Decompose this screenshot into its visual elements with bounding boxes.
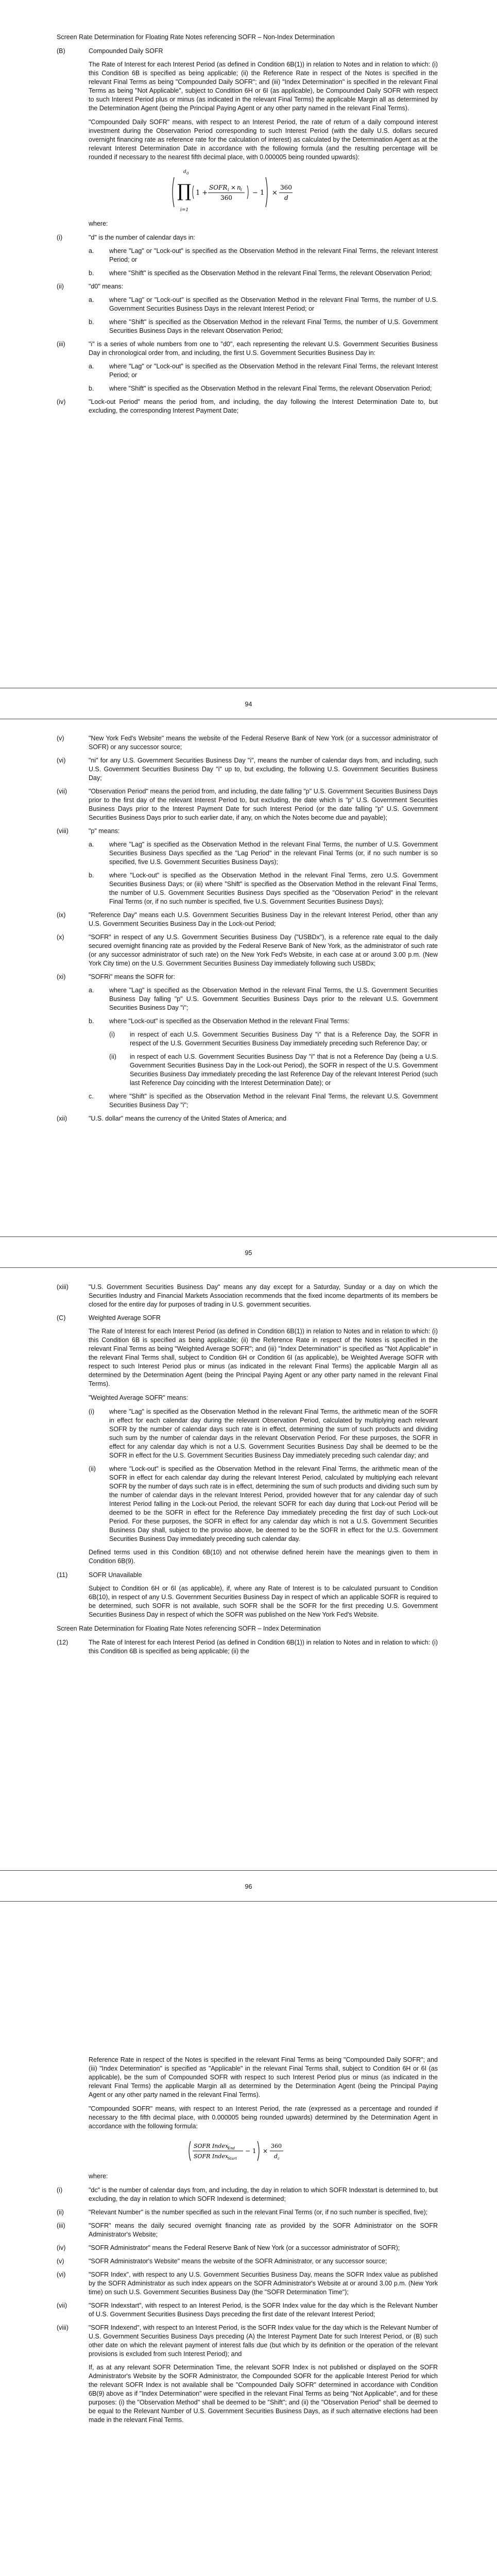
svg-text:×: × bbox=[272, 189, 278, 197]
paragraph: If, as at any relevant SOFR Determination Time, the relevant SOFR Index is not published or displayed on the SOFR Administrator's Website by the SOFR Administrator, the Compounded SOFR for the applicable Interest Period for which the relevant SOFR Index is not available shall be "Compounded Daily SOFR" determined in accordance with Condition 6B(9) above as if "Index Determination" were specified in the relevant Final Terms as being "Not Applicable", and for these purposes: (i) the "Observation Method" shall be deemed to be "Shift"; and (ii) the "Observation Period" shall be deemed to be equal to the Relevant Number of U.S. Government Securities Business Days, as if such alternative elections had been made in the relevant Final Terms. bbox=[89, 2364, 438, 2424]
definition-subitem: c. where "Shift" is specified as the Observation Method in the relevant Final Terms, the relevant U.S. Government Securities Business Day "i"; bbox=[89, 1093, 438, 1109]
definition-subitem: a. where "Lag" or "Lock-out" is specified as the Observation Method in the relevant Final Terms, the relevant Interest Period; or bbox=[89, 363, 438, 379]
definition-item: (x) "SOFR" in respect of any U.S. Government Securities Business Day ("USBDx"), is a reference rate equal to the daily secured overnight financing rate as provided by the Federal Reserve Bank of New York, as the administrator of such rate (or any successor administrator of such rate) on the New York Fed's Website, in each case at or around 3.00 p.m. (New York City time) on the U.S. Government Securities Business Day immediately following such USBDx; bbox=[57, 934, 438, 967]
compounded-daily-sofr-formula bbox=[57, 168, 438, 212]
definition-subitem: a. where "Lag" or "Lock-out" is specified as the Observation Method in the relevant Final Terms, the relevant Interest Period; or bbox=[89, 247, 438, 263]
svg-text:360: 360 bbox=[220, 194, 232, 201]
svg-text:c: c bbox=[278, 2157, 280, 2161]
section-12: (12) The Rate of Interest for each Interest Period (as defined in Condition 6B(1)) in relation to Notes and in relation to which: (i) this Condition 6B is specified as being applicable; (ii) the bbox=[57, 1639, 438, 1655]
definition-item: (ii) where "Lock-out" is specified as the Observation Method in the relevant Final Terms, the arithmetic mean of the SOFR in effect for each calendar day during the relevant Interest Period, calculated by multiplying each relevant SOFR by the number of days such rate is in effect, determining the sum of such products and dividing such sum by the number of calendar days in the relevant Interest Period, provided however that for any calendar day of such Interest Period falling in the Lock-out Period, the relevant SOFR for each day during that Lock-out Period will be deemed to be the SOFR in effect for the Reference Day immediately preceding the first day of such Lock-out Period. For these purposes, the SOFR in effect for any calendar day which is not a U.S. Government Securities Business Day shall, subject to the proviso above, be deemed to be the SOFR in effect for the U.S. Government Securities Business Day immediately preceding such calendar day. bbox=[89, 1465, 438, 1543]
definition-item: (vii) "Observation Period" means the period from, and including, the date falling "p" U.S. Government Securities Business Days prior to the first day of the relevant Interest Period to, but excluding, the date which is "p" U.S. Government Securities Business Days prior to the Interest Payment Date for such Interest Period (or the date falling "p" U.S. Government Securities Business Days prior to such earlier date, if any, on which the Notes become due and payable); bbox=[57, 788, 438, 821]
svg-text:i=1: i=1 bbox=[180, 208, 189, 212]
svg-text:d: d bbox=[274, 2153, 278, 2160]
definition-item: (i) "d" is the number of calendar days in: bbox=[57, 234, 195, 241]
definition-item: (viii) "p" means: bbox=[57, 827, 120, 835]
paragraph: "Weighted Average SOFR" means: bbox=[89, 1394, 188, 1401]
definition-subitem: b. where "Shift" is specified as the Observation Method in the relevant Final Terms, the relevant Observation Period; bbox=[89, 385, 432, 392]
svg-text:SOFR Index: SOFR Index bbox=[194, 2153, 229, 2160]
definition-item: (ii) "Relevant Number" is the number specified as such in the relevant Final Terms (or, if no such number is specified, five); bbox=[57, 2209, 428, 2216]
definition-item: (i) where "Lag" is specified as the Observation Method in the relevant Final Terms, the arithmetic mean of the SOFR in effect for each calendar day during the relevant Observation Period, calculated by multiplying each relevant SOFR by the number of calendar days such rate is in effect, determining the sum of such products and dividing such sum by the number of calendar days in the relevant Observation Period. For these purposes, the SOFR in effect for any calendar day which is not a U.S. Government Securities Business Day shall be deemed to be the SOFR in effect for the U.S. Government Securities Business Day immediately preceding such calendar day; and bbox=[89, 1408, 438, 1459]
subsection-title: Weighted Average SOFR bbox=[89, 1314, 161, 1321]
svg-text:SOFR Index: SOFR Index bbox=[194, 2143, 229, 2149]
svg-text:SOFR: SOFR bbox=[209, 184, 228, 191]
page-96-content bbox=[57, 1283, 438, 1660]
svg-text:− 1: − 1 bbox=[245, 2147, 256, 2155]
section-header: Screen Rate Determination for Floating Rate Notes referencing SOFR – Non-Index Determination bbox=[57, 33, 335, 41]
compounded-sofr-formula bbox=[57, 2137, 438, 2165]
page-number: 95 bbox=[245, 1249, 252, 1257]
page-97-content: Reference Rate in respect of the Notes is specified in the relevant Final Terms as being "Compounded Daily SOFR"; and (iii) "Index Determination" is specified as "Applicable" in the relevant Final Terms shall, subject to Condition 6H or 6I (as applicable), be the sum of Compounded SOFR with respect to such Interest Period plus or minus (as indicated in the relevant Final Terms) the applicable Margin all as determined by the Determination Agent (being the Principal Paying Agent or any other party named in the relevant Final Terms). "Compounded SOFR" means, with respect to an Interest Period, the rate (expressed as a percentage and rounded if necessary to the fifth decimal place, with 0.000005 being rounded upwards) determined by the Determination Agent in accordance with the following formula: SOFR Index End SOFR Index Start − 1 × 360 d c where: (i) "dc" is the number of calendar days from, and including, the day in relation to which SOFR Indexstart is determined to, but excluding, the day in relation to which SOFR Indexend is determined; (ii) "Relevant Number" is the number specified as such in the relevant Final Terms (or, if no such number is specified, five); (iii) "SOFR" means the daily secured overnight financing rate as provided by the SOFR Administrator on the SOFR Administrator's Website; (iv) "SOFR Administrator" means the Federal Reserve Bank of New York (or a successor administrator of SOFR); (v) "SOFR Administrator's Website" means the website of the SOFR Administrator, or any successor source; (vi) "SOFR Index", with respect to any U.S. Government Securities Business Day, means the SOFR Index value as published by the SOFR Administrator as such index appears on the SOFR Administrator's Website at or around 3.00 p.m. (New York time) on such U.S. Government Securities Business Day (the "SOFR Determination Time"); (vii) "SOFR Indexstart", with respect to an Interest Period, is the SOFR Index value for the day which is the Relevant Number of U.S. Government Securities Business Days preceding the first date of the relevant Interest Period; (viii) "SOFR Indexend", with respect to an Interest Period, is the SOFR Index value for the day which is the Relevant Number of U.S. Government Securities Business Days preceding (A) the Interest Payment Date for such Interest Period, or (B) such other date on which the relevant payment of interest falls due (but which by its definition or the operation of the relevant provisions is excluded from such Interest Period); and If, as at any relevant SOFR Determination Time, the relevant SOFR Index is not published or displayed on the SOFR Administrator's Website by the SOFR Administrator, the Compounded SOFR for the applicable Interest Period for which the relevant SOFR Index is not available shall be "Compounded Daily SOFR" determined in accordance with Condition 6B(9) above as if "Index Determination" were specified in the relevant Final Terms as being "Not Applicable", and for these purposes: (i) the "Observation Method" shall be deemed to be "Shift"; and (ii) the "Observation Period" shall be deemed to be equal to the Relevant Number of U.S. Government Securities Business Days, as if such alternative elections had been made in the relevant Final Terms. bbox=[57, 2056, 438, 2424]
formula-graphic bbox=[170, 168, 324, 212]
subsection-b: (B) Compounded Daily SOFR bbox=[57, 47, 438, 56]
svg-text:×: × bbox=[231, 184, 236, 191]
page-divider bbox=[0, 1901, 497, 1902]
definition-item: (viii) "SOFR Indexend", with respect to an Interest Period, is the SOFR Index value for the day which is the Relevant Number of U.S. Government Securities Business Days preceding (A) the Interest Payment Date for such Interest Period, or (B) such other date on which the relevant payment of interest falls due (but which by its definition or the operation of the relevant provisions is excluded from such Interest Period); and bbox=[57, 2324, 438, 2358]
svg-text:0: 0 bbox=[186, 172, 189, 176]
definition-subitem: a. where "Lag" is specified as the Observation Method in the relevant Final Terms, the number of U.S. Government Securities Business Days specified as the "Lag Period" in the relevant Final Terms (or, if no such number is so specified, five U.S. Government Securities Business Days); bbox=[89, 841, 438, 866]
definition-item: (ix) "Reference Day" means each U.S. Government Securities Business Day in the relevant Interest Period, other than any U.S. Government Securities Business Day in the Lock-out Period; bbox=[57, 911, 438, 927]
svg-text:∏: ∏ bbox=[177, 181, 192, 201]
definition-item: (vii) "SOFR Indexstart", with respect to an Interest Period, is the SOFR Index value for the day which is the Relevant Number of U.S. Government Securities Business Days preceding the first date of the relevant Interest Period; bbox=[57, 2302, 438, 2318]
paragraph: Defined terms used in this Condition 6B(10) and not otherwise defined herein have the meanings given to them in Condition 6B(9). bbox=[89, 1549, 438, 1565]
definition-item: (i) "dc" is the number of calendar days from, and including, the day in relation to which SOFR Indexstart is determined to, but excluding, the day in relation to which SOFR Indexend is determined; bbox=[57, 2187, 438, 2202]
svg-text:n: n bbox=[237, 184, 241, 191]
section-heading: Screen Rate Determination for Floating Rate Notes referencing SOFR – Index Determination bbox=[57, 1625, 321, 1632]
paragraph: "Compounded SOFR" means, with respect to an Interest Period, the rate (expressed as a percentage and rounded if necessary to the fifth decimal place, with 0.000005 being rounded upwards) determined by the Determination Agent in accordance with the following formula: bbox=[89, 2105, 438, 2130]
definition-item: (xi) "SOFRi" means the SOFR for: bbox=[57, 973, 175, 980]
definition-item: (xii) "U.S. dollar" means the currency of the United States of America; and bbox=[57, 1115, 287, 1122]
definition-item: (vi) "ni" for any U.S. Government Securities Business Day "i", means the number of calendar days from, and including, such U.S. Government Securities Business Day "i" up to, but excluding, the following U.S. Government Securities Business Day; bbox=[57, 757, 438, 782]
definition-subitem: b. where "Lock-out" is specified as the Observation Method in the relevant Final Terms, zero U.S. Government Securities Business Days; or (iii) where "Shift" is specified as the Observation Method in the relevant Final Terms, the number of U.S. Government Securities Business Days specified as the "Observation Period" in the relevant Final Terms (or, if no such number is specified, five U.S. Government Securities Business Days); bbox=[89, 872, 438, 905]
svg-text:Start: Start bbox=[228, 2157, 237, 2161]
definition-subitem: a. where "Lag" is specified as the Observation Method in the relevant Final Terms, the U.S. Government Securities Business Day falling "p" U.S. Government Securities Business Days prior to the relevant U.S. Government Securities Business Day "i"; bbox=[89, 987, 438, 1011]
definition-item: (v) "New York Fed's Website" means the website of the Federal Reserve Bank of New York (or a successor administrator of SOFR) or any successor source; bbox=[57, 735, 438, 751]
section-11: (11) SOFR Unavailable bbox=[57, 1571, 438, 1580]
definition-item: (iv) "Lock-out Period" means the period from, and including, the day following the Interest Determination Date to, but excluding, the corresponding Interest Payment Date; bbox=[57, 398, 438, 414]
page-number: 96 bbox=[245, 1883, 252, 1890]
subsection-title: Compounded Daily SOFR bbox=[89, 47, 163, 55]
svg-text:− 1: − 1 bbox=[252, 189, 265, 197]
page-divider bbox=[0, 1870, 497, 1871]
page-divider bbox=[0, 1236, 497, 1237]
section-title: SOFR Unavailable bbox=[89, 1571, 142, 1579]
svg-text:d: d bbox=[183, 170, 186, 175]
paragraph: Reference Rate in respect of the Notes is specified in the relevant Final Terms as being "Compounded Daily SOFR"; and (iii) "Index Determination" is specified as "Applicable" in the relevant Final Terms shall, subject to Condition 6H or 6I (as applicable), be the sum of Compounded SOFR with respect to such Interest Period plus or minus (as indicated in the relevant Final Terms) the applicable Margin all as determined by the Determination Agent (being the Principal Paying Agent or any other party named in the relevant Final Terms). bbox=[89, 2056, 438, 2098]
svg-text:i: i bbox=[241, 188, 242, 192]
paragraph: "Compounded Daily SOFR" means, with respect to an Interest Period, the rate of return of a daily compound interest investment during the Observation Period corresponding to such Interest Period (with the daily U.S. dollars secured overnight financing rate as reference rate for the calculation of interest) as calculated by the Determination Agent as at the relevant Interest Determination Date in accordance with the following formula (and the resulting percentage will be rounded if necessary to the nearest fifth decimal place, with 0.000005 being rounded upwards): bbox=[89, 118, 438, 161]
svg-text:d: d bbox=[284, 194, 288, 201]
definition-item: (ii) "d0" means: bbox=[57, 283, 124, 290]
svg-text:360: 360 bbox=[271, 2143, 282, 2149]
page-95-content bbox=[57, 734, 438, 1128]
definition-subitem: b. where "Shift" is specified as the Observation Method in the relevant Final Terms, the relevant Observation Period; bbox=[89, 269, 432, 277]
page-94-content: Screen Rate Determination for Floating Rate Notes referencing SOFR – Non-Index Determination (B) Compounded Daily SOFR The Rate of Interest for each Interest Period (as defined in Condition 6B(1)) in relation to Notes and in relation to which: (i) this Condition 6B is specified as being applicable; (ii) the Reference Rate in respect of the Notes is specified in the relevant Final Terms as being "Compounded Daily SOFR"; and (iii) "Index Determination" is specified in the relevant Final Terms as being "Not Applicable", subject to Condition 6H or 6I (as applicable), be Compounded Daily SOFR with respect to such Interest Period plus or minus (as indicated in the relevant Final Terms) the applicable Margin all as determined by the Determination Agent (being the Principal Paying Agent or any other party named in the relevant Final Terms). "Compounded Daily SOFR" means, with respect to an Interest Period, the rate of return of a daily compound interest investment during the Observation Period corresponding to such Interest Period (with the daily U.S. dollars secured overnight financing rate as reference rate for the calculation of interest) as calculated by the Determination Agent as at the relevant Interest Determination Date in accordance with the following formula (and the resulting percentage will be rounded if necessary to the nearest fifth decimal place, with 0.000005 being rounded upwards): d 0 ∏ i=1 1 + SOFR i × n i 360 − 1 × 360 d where: (i) "d" is the number of calendar days in: a. where "Lag" or "Lock-out" is specified as the Observation Method in the relevant Final Terms, the relevant Interest Period; or b. where "Shift" is specified as the Observation Method in the relevant Final Terms, the relevant Observation Period; (ii) "d0" means: a. where "Lag" or "Lock-out" is specified as the Observation Method in the relevant Final Terms, the number of U.S. Government Securities Business Days in the relevant Interest Period; or b. where "Shift" is specified as the Observation Method in the relevant Final Terms, the number of U.S. Government Securities Business Days in the relevant Observation Period; (iii) "i" is a series of whole numbers from one to "d0", each representing the relevant U.S. Government Securities Business Day in chronological order from, and including, the first U.S. Government Securities Business Day in: a. where "Lag" or "Lock-out" is specified as the Observation Method in the relevant Final Terms, the relevant Interest Period; or b. where "Shift" is specified as the Observation Method in the relevant Final Terms, the relevant Observation Period; (iv) "Lock-out Period" means the period from, and including, the day following the Interest Determination Date to, but excluding, the corresponding Interest Payment Date; bbox=[57, 33, 438, 414]
definition-item: (xiii) "U.S. Government Securities Business Day" means any day except for a Saturday, Sunday or a day on which the Securities Industry and Financial Markets Association recommends that the fixed income departments of its members be closed for the entire day for purposes of trading in U.S. government securities. bbox=[57, 1283, 438, 1308]
definition-subitem: b. where "Shift" is specified as the Observation Method in the relevant Final Terms, the number of U.S. Government Securities Business Days in the relevant Observation Period; bbox=[89, 318, 438, 334]
definition-item: (iii) "i" is a series of whole numbers from one to "d0", each representing the relevant U.S. Government Securities Business Day in chronological order from, and including, the first U.S. Government Securities Business Day in: bbox=[57, 341, 438, 357]
definition-subsubitem: (ii) in respect of each U.S. Government Securities Business Day "i" that is not a Reference Day (being a U.S. Government Securities Business Day in the Lock-out Period), the SOFR in respect of the U.S. Government Securities Business Day immediately preceding the last Reference Day of the relevant Interest Period (such last Reference Day coinciding with the Interest Determination Date); or bbox=[109, 1053, 438, 1087]
svg-text:End: End bbox=[228, 2146, 235, 2150]
definition-item: (iv) "SOFR Administrator" means the Federal Reserve Bank of New York (or a successor administrator of SOFR); bbox=[57, 2244, 400, 2251]
definition-item: (v) "SOFR Administrator's Website" means the website of the SOFR Administrator, or any successor source; bbox=[57, 2258, 387, 2265]
paragraph: The Rate of Interest for each Interest Period (as defined in Condition 6B(1)) in relation to Notes and in relation to which: (i) this Condition 6B is specified as being applicable; (ii) the Reference Rate in respect of the Notes is specified in the relevant Final Terms as being "Compounded Daily SOFR"; and (iii) "Index Determination" is specified in the relevant Final Terms as being "Not Applicable", subject to Condition 6H or 6I (as applicable), be Compounded Daily SOFR with respect to such Interest Period plus or minus (as indicated in the relevant Final Terms) the applicable Margin all as determined by the Determination Agent (being the Principal Paying Agent or any other party named in the relevant Final Terms). bbox=[89, 61, 438, 112]
definition-item: (iii) "SOFR" means the daily secured overnight financing rate as provided by the SOFR Administrator on the SOFR Administrator's Website; bbox=[57, 2222, 438, 2238]
svg-text:i: i bbox=[228, 188, 229, 192]
paragraph: Subject to Condition 6H or 6I (as applicable), if, where any Rate of Interest is to be calculated pursuant to Condition 6B(10), in respect of any U.S. Government Securities Business Day in respect of which an applicable SOFR is required to be determined, such SOFR is not available, such SOFR shall be the SOFR for the first preceding U.S. Government Securities Business Day in respect of which the SOFR was published on the New York Fed's Website. bbox=[89, 1585, 438, 1618]
page-divider bbox=[0, 1267, 497, 1268]
definition-item: (vi) "SOFR Index", with respect to any U.S. Government Securities Business Day, means the SOFR Index value as published by the SOFR Administrator as such index appears on the SOFR Administrator's Website at or around 3.00 p.m. (New York time) on such U.S. Government Securities Business Day (the "SOFR Determination Time"); bbox=[57, 2271, 438, 2296]
svg-text:×: × bbox=[263, 2147, 268, 2155]
page-number: 94 bbox=[245, 701, 252, 708]
definition-subsubitem: (i) in respect of each U.S. Government Securities Business Day "i" that is a Reference Day, the SOFR in respect of the U.S. Government Securities Business Day immediately preceding such Reference Day; or bbox=[109, 1031, 438, 1047]
definition-subitem: a. where "Lag" or "Lock-out" is specified as the Observation Method in the relevant Final Terms, the number of U.S. Government Securities Business Days in the relevant Interest Period; or bbox=[89, 296, 438, 312]
svg-text:360: 360 bbox=[280, 184, 292, 191]
paragraph: The Rate of Interest for each Interest Period (as defined in Condition 6B(1)) in relation to Notes and in relation to which: (i) this Condition 6B is specified as being applicable; (ii) the Reference Rate in respect of the Notes is specified in the relevant Final Terms as being "Weighted Average SOFR"; and (iii) "Index Determination" is specified as "Not Applicable" in the relevant Final Terms shall, subject to Condition 6H or Condition 6I (as applicable), be Weighted Average SOFR with respect to such Interest Period plus or minus (as indicated in the relevant Final Terms) the applicable Margin all as determined by the Determination Agent (being the Principal Paying Agent or any other party named in the relevant Final Terms). bbox=[89, 1328, 438, 1387]
svg-text:1 +: 1 + bbox=[196, 189, 208, 197]
formula-graphic bbox=[185, 2137, 309, 2165]
definition-subitem: b. where "Lock-out" is specified as the Observation Method in the relevant Final Terms: bbox=[89, 1018, 350, 1025]
subsection-c: (C) Weighted Average SOFR bbox=[57, 1314, 438, 1323]
